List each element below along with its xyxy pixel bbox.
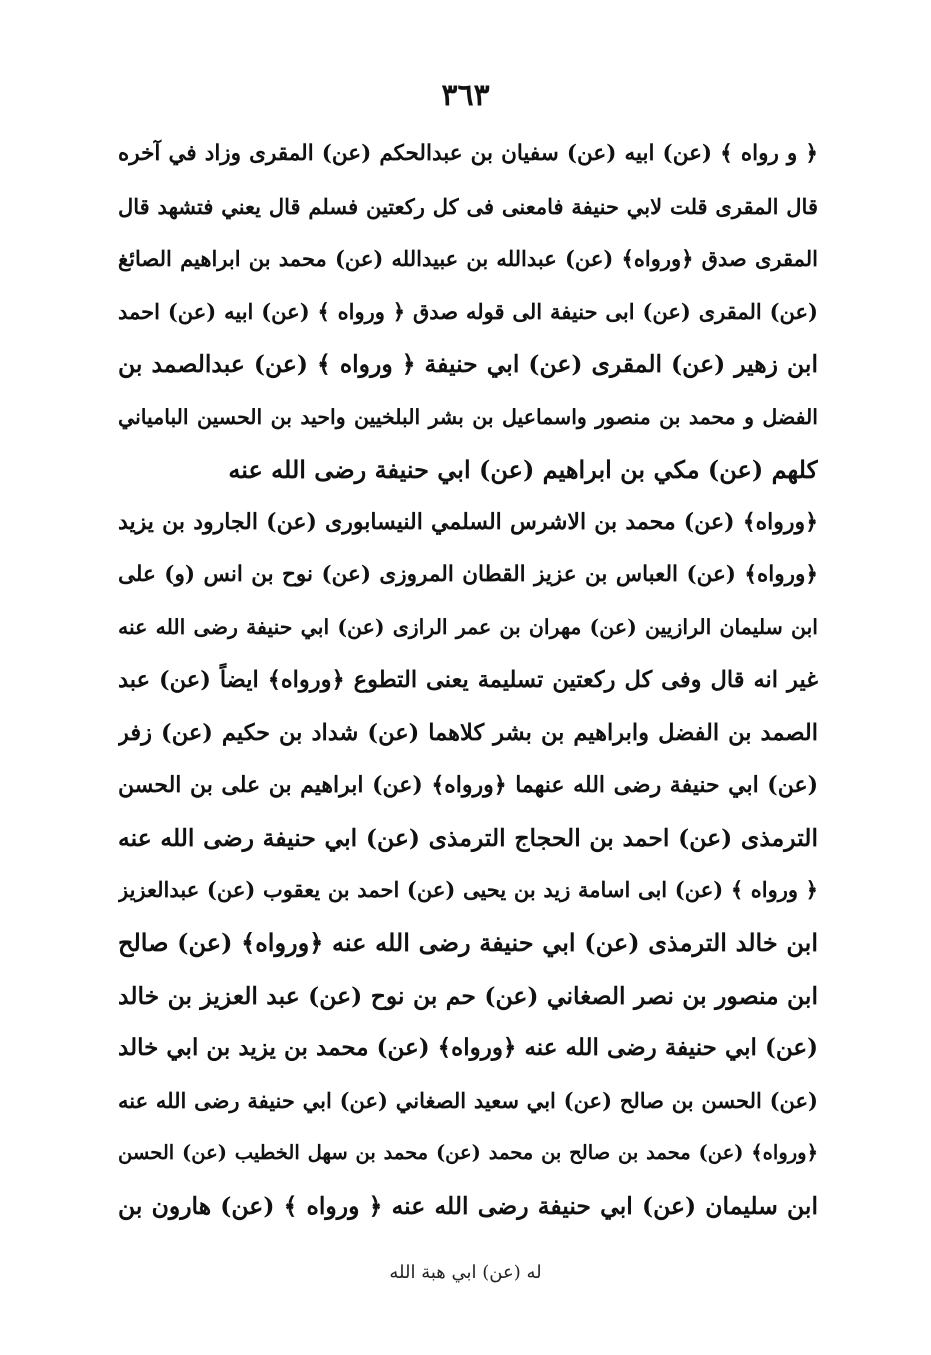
text-line: (عن) ابي حنيفة رضى الله عنه ﴿ورواه﴾ (عن) محمد بن يزيد بن ابي خالد — [118, 1034, 818, 1062]
text-line: الصمد بن الفضل وابراهيم بن بشر كلاهما (عن) شداد بن حكيم (عن) زفر — [118, 719, 818, 746]
text-line: ﴿ورواه﴾ (عن) محمد بن الاشرس السلمي النيسابورى (عن) الجارود بن يزيد — [118, 509, 818, 536]
main-text — [118, 128, 818, 1232]
text-line: كلهم (عن) مكي بن ابراهيم (عن) ابي حنيفة رضى الله عنه — [228, 454, 818, 484]
text-line: غير انه قال وفى كل ركعتين تسليمة يعنى التطوع ﴿ورواه﴾ ايضاً (عن) عبد — [118, 666, 818, 693]
footnote: له (عن) ابي هبة الله — [389, 1262, 542, 1283]
page-number: ٣٦٣ — [441, 78, 490, 113]
text-line: الترمذى (عن) احمد بن الحجاج الترمذى (عن) ابي حنيفة رضى الله عنه — [118, 823, 818, 852]
text-line: ﴿ورواه﴾ (عن) محمد بن صالح بن محمد (عن) محمد بن سهل الخطيب (عن) الحسن — [118, 1141, 818, 1165]
text-line: ابن زهير (عن) المقرى (عن) ابي حنيفة ﴿ ورواه ﴾ (عن) عبدالصمد بن — [118, 350, 818, 379]
text-line: ﴿ورواه﴾ (عن) العباس بن عزيز القطان المروزى (عن) نوح بن انس (و) على — [118, 561, 818, 587]
text-line: ﴿ ورواه ﴾ (عن) ابى اسامة زيد بن يحيى (عن) احمد بن يعقوب (عن) عبدالعزيز — [118, 877, 818, 903]
text-line: المقرى صدق ﴿ورواه﴾ (عن) عبدالله بن عبيدالله (عن) محمد بن ابراهيم الصائغ — [118, 246, 818, 272]
text-line: ﴿ و رواه ﴾ (عن) ابيه (عن) سفيان بن عبدالحكم (عن) المقرى وزاد في آخره — [118, 141, 818, 166]
text-line: قال المقرى قلت لابي حنيفة فامعنى فى كل ركعتين فسلم قال يعني فتشهد قال — [118, 193, 818, 219]
text-line: ابن سليمان (عن) ابي حنيفة رضى الله عنه ﴿ ورواه ﴾ (عن) هارون بن — [118, 1191, 818, 1220]
text-line: (عن) ابي حنيفة رضى الله عنهما ﴿ورواه﴾ (عن) ابراهيم بن على بن الحسن — [118, 772, 818, 799]
text-line: ابن منصور بن نصر الصغاني (عن) حم بن نوح (عن) عبد العزيز بن خالد — [118, 981, 818, 1010]
text-line: ابن سليمان الرازيين (عن) مهران بن عمر الرازى (عن) ابي حنيفة رضى الله عنه — [118, 615, 818, 640]
text-line: (عن) الحسن بن صالح (عن) ابي سعيد الصغاني (عن) ابي حنيفة رضى الله عنه — [118, 1087, 818, 1113]
text-line: (عن) المقرى (عن) ابى حنيفة الى قوله صدق ﴿ ورواه ﴾ (عن) ابيه (عن) احمد — [118, 298, 818, 324]
text-line: ابن خالد الترمذى (عن) ابي حنيفة رضى الله عنه ﴿ورواه﴾ (عن) صالح — [118, 927, 818, 957]
text-line: الفضل و محمد بن منصور واسماعيل بن بشر البلخيين واحيد بن الحسين البامياني — [118, 404, 818, 429]
